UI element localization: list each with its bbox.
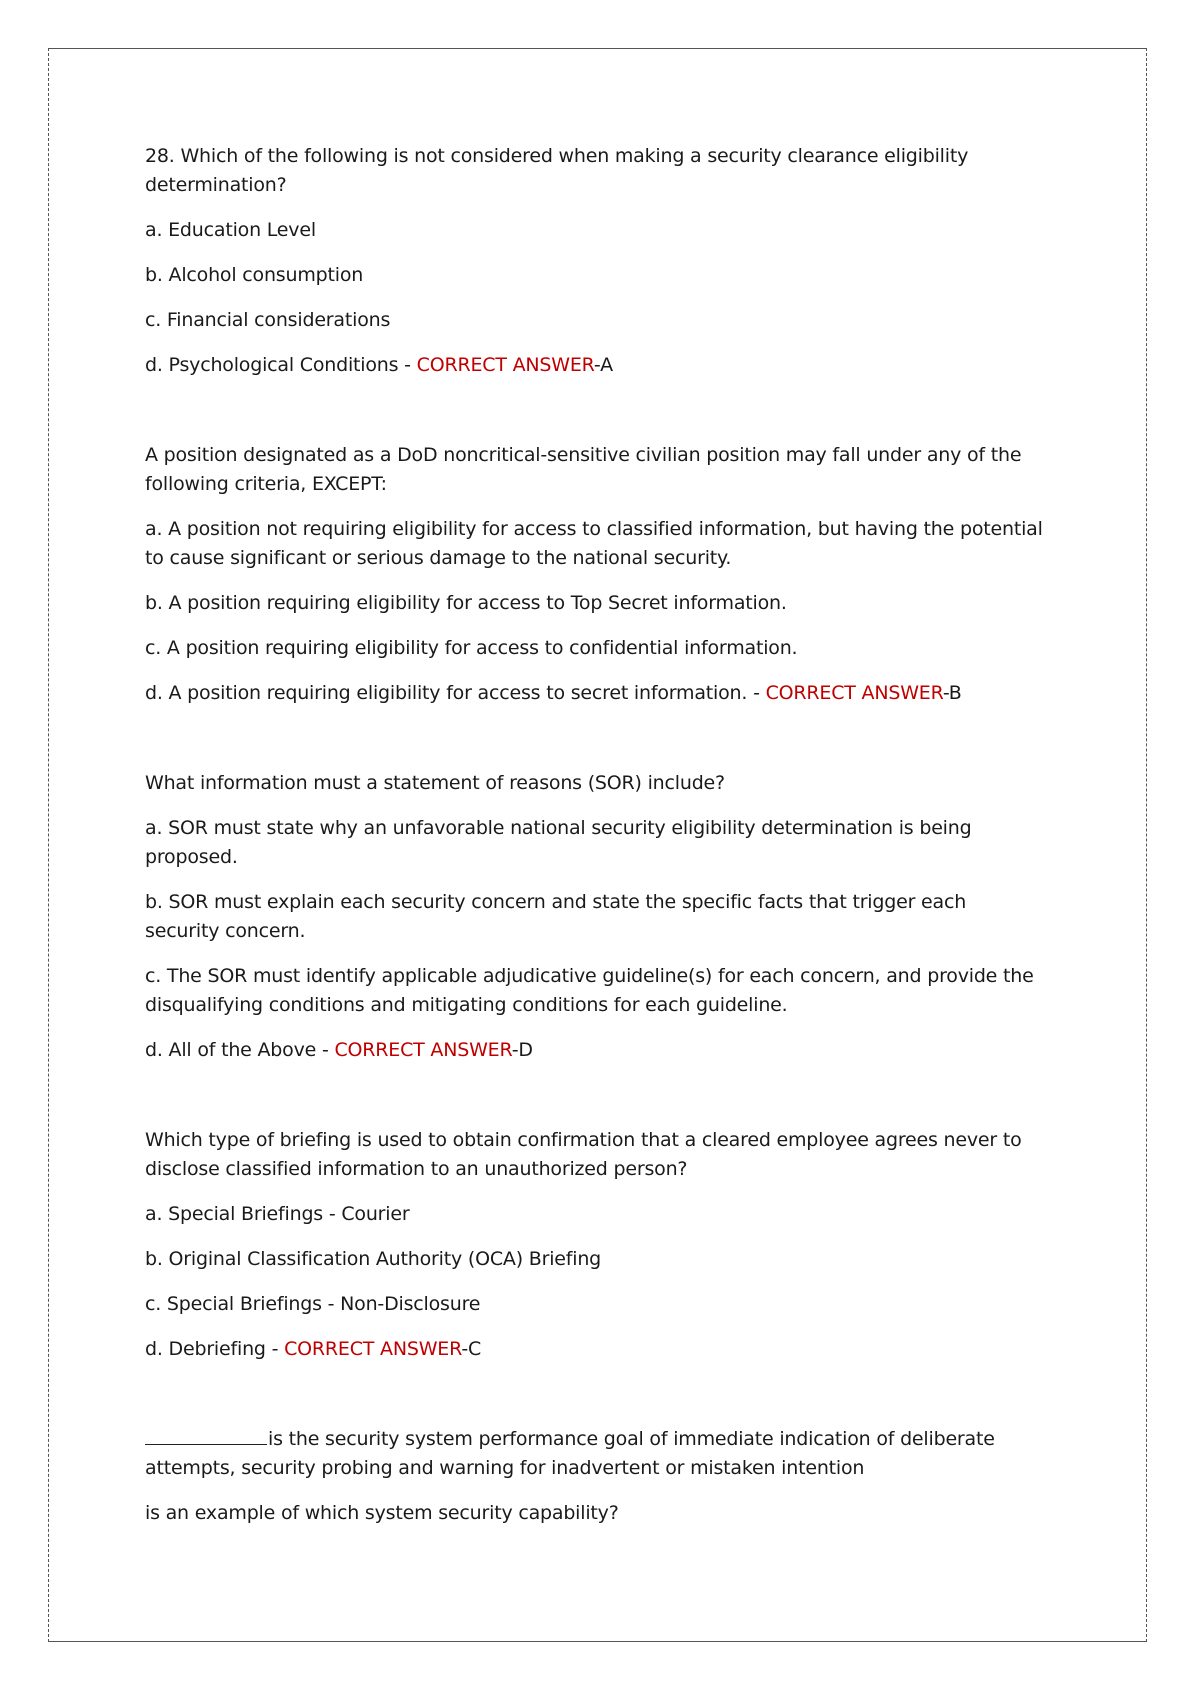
answer-option-text: d. A position requiring eligibility for access to secret information. - — [145, 682, 766, 704]
answer-option: c. A position requiring eligibility for access to confidential information. — [145, 637, 798, 659]
correct-answer-label: CORRECT ANSWER — [765, 682, 943, 704]
answer-option: b. SOR must explain each security concern and state the specific facts that trigger each security concern. — [145, 891, 967, 942]
answer-option: a. A position not requiring eligibility for access to classified information, but having the potential to cause significant or serious damage to the national security. — [145, 518, 1043, 569]
question-block — [145, 1425, 1045, 1528]
answer-option: b. Alcohol consumption — [145, 264, 364, 286]
question-prompt-text: is the security system performance goal of immediate indication of deliberate attempts, security probing and warning for inadvertent or mistaken intention — [145, 1428, 995, 1479]
question-prompt: 28. Which of the following is not considered when making a security clearance eligibility determination? — [145, 145, 969, 196]
fill-in-blank — [145, 1425, 267, 1445]
answer-option-with-answer — [145, 679, 1045, 708]
question-followup: is an example of which system security capability? — [145, 1502, 619, 1524]
answer-option: c. Special Briefings - Non-Disclosure — [145, 1293, 481, 1315]
answer-option-with-answer — [145, 1036, 1045, 1065]
correct-answer-value: -B — [942, 682, 962, 704]
correct-answer-label: CORRECT ANSWER — [284, 1338, 462, 1360]
answer-option: b. Original Classification Authority (OCA) Briefing — [145, 1248, 602, 1270]
answer-option: a. SOR must state why an unfavorable national security eligibility determination is being proposed. — [145, 817, 972, 868]
question-prompt: Which type of briefing is used to obtain confirmation that a cleared employee agrees never to disclose classified information to an unauthorized person? — [145, 1129, 1022, 1180]
answer-option-text: d. Psychological Conditions - — [145, 354, 417, 376]
answer-option: c. Financial considerations — [145, 309, 391, 331]
answer-option: a. Education Level — [145, 219, 316, 241]
answer-option-with-answer — [145, 1335, 1045, 1364]
question-block — [145, 142, 1045, 380]
correct-answer-label: CORRECT ANSWER — [334, 1039, 512, 1061]
question-block — [145, 1126, 1045, 1364]
question-prompt — [145, 1425, 1045, 1483]
answer-option-with-answer — [145, 351, 1045, 380]
question-block — [145, 441, 1045, 708]
answer-option: b. A position requiring eligibility for access to Top Secret information. — [145, 592, 787, 614]
question-prompt: What information must a statement of reasons (SOR) include? — [145, 772, 725, 794]
document-body — [145, 142, 1045, 1528]
correct-answer-value: -D — [511, 1039, 533, 1061]
question-prompt: A position designated as a DoD noncritical-sensitive civilian position may fall under any of the following criteria, EXCEPT: — [145, 444, 1022, 495]
correct-answer-value: -C — [461, 1338, 482, 1360]
answer-option: a. Special Briefings - Courier — [145, 1203, 410, 1225]
question-block — [145, 769, 1045, 1065]
correct-answer-value: -A — [593, 354, 613, 376]
answer-option-text: d. Debriefing - — [145, 1338, 285, 1360]
answer-option: c. The SOR must identify applicable adjudicative guideline(s) for each concern, and provide the disqualifying conditions and mitigating conditions for each guideline. — [145, 965, 1034, 1016]
answer-option-text: d. All of the Above - — [145, 1039, 335, 1061]
correct-answer-label: CORRECT ANSWER — [416, 354, 594, 376]
